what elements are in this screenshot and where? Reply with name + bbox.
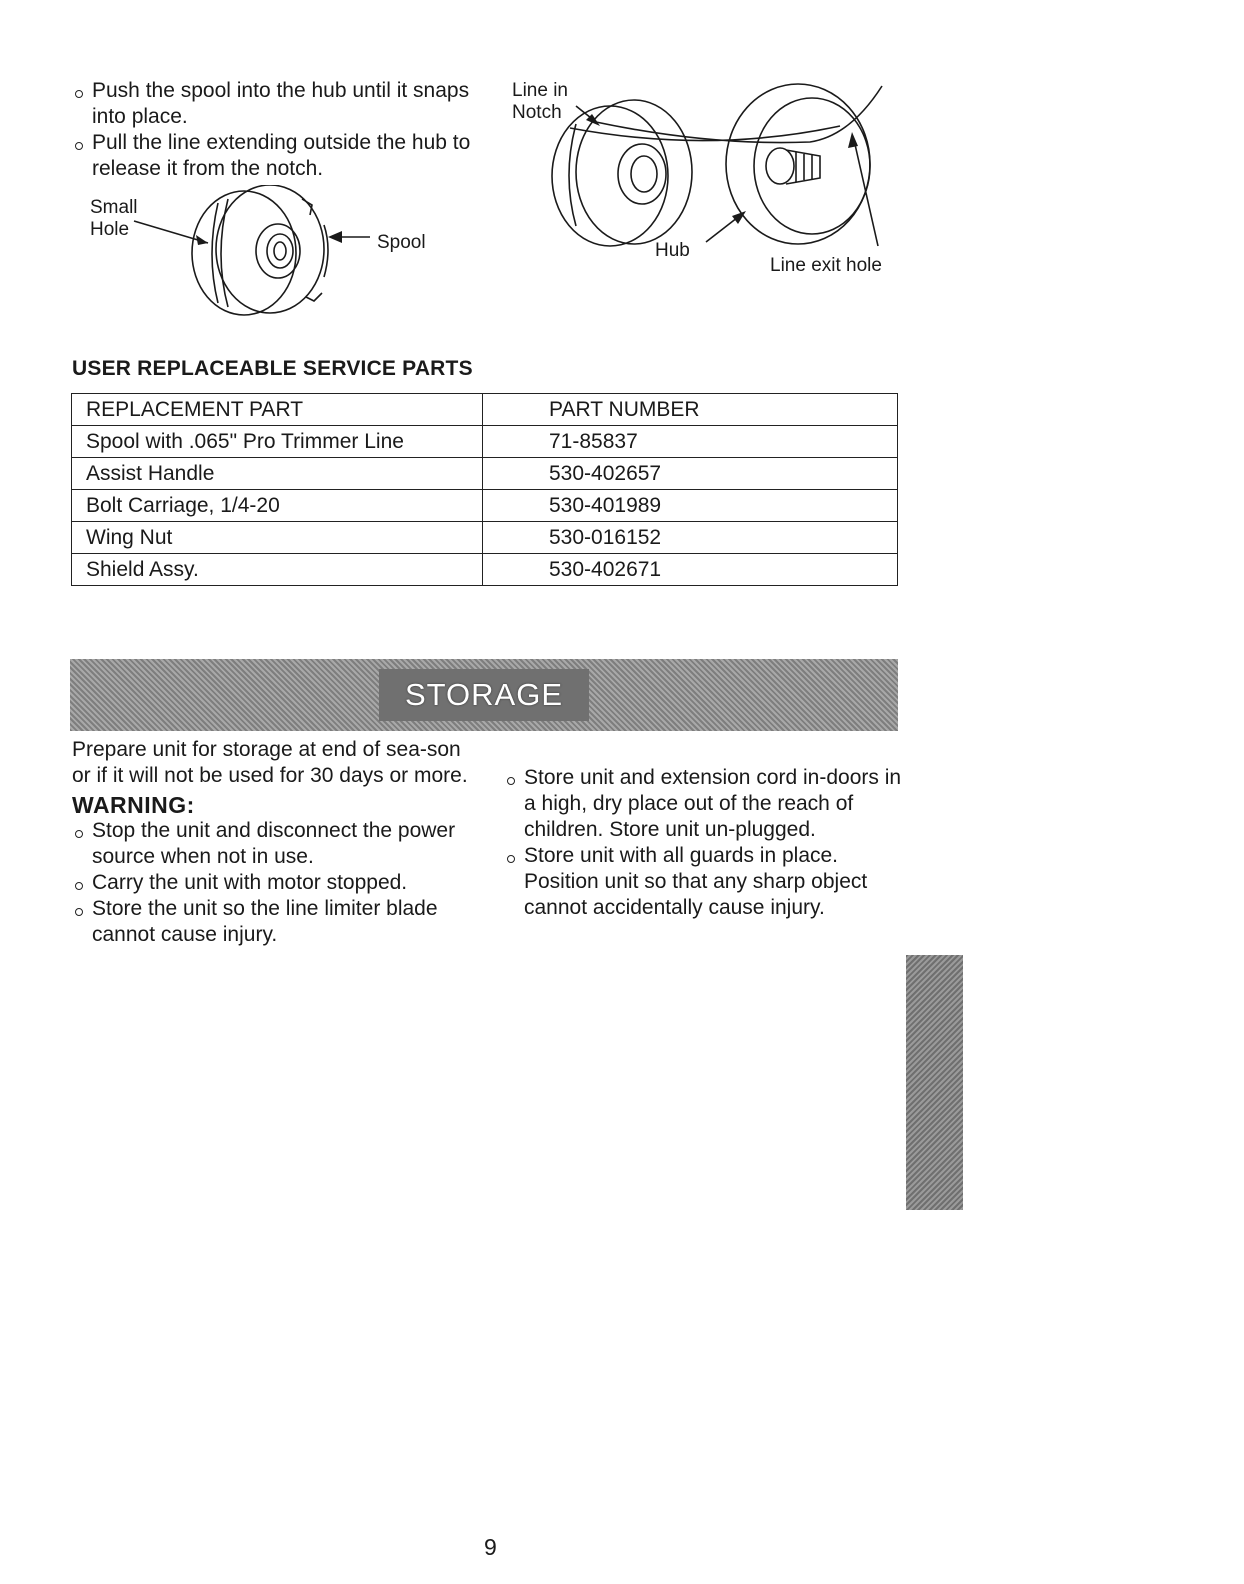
storage-right-column (504, 765, 904, 921)
intro-instructions (72, 78, 472, 182)
section-edge-tab (906, 955, 963, 1210)
part-name: Wing Nut (72, 522, 483, 554)
table-row (72, 458, 898, 490)
storage-item: Store unit with all guards in place. Position unit so that any sharp object cannot accidentally cause injury. (504, 843, 904, 921)
part-name: Assist Handle (72, 458, 483, 490)
part-name: Shield Assy. (72, 554, 483, 586)
warning-item: Store the unit so the line limiter blade cannot cause injury. (72, 896, 472, 948)
storage-item: Store unit and extension cord in-doors in a high, dry place out of the reach of children. Store unit un-plugged. (504, 765, 904, 843)
table-row (72, 490, 898, 522)
parts-section-title: USER REPLACEABLE SERVICE PARTS (72, 357, 473, 380)
part-name: Spool with .065" Pro Trimmer Line (72, 426, 483, 458)
service-parts-table (71, 393, 898, 586)
instruction-push-spool: Push the spool into the hub until it snaps into place. (72, 78, 472, 130)
storage-banner (70, 659, 898, 731)
instruction-pull-line: Pull the line extending outside the hub to release it from the notch. (72, 130, 472, 182)
label-spool: Spool (377, 232, 426, 253)
part-number: 530-401989 (483, 490, 898, 522)
storage-intro: Prepare unit for storage at end of sea-son or if it will not be used for 30 days or more. (72, 738, 468, 787)
warning-item: Stop the unit and disconnect the power source when not in use. (72, 818, 472, 870)
spool-figure (86, 185, 466, 325)
part-name: Bolt Carriage, 1/4-20 (72, 490, 483, 522)
table-row (72, 554, 898, 586)
table-row (72, 522, 898, 554)
part-number: 71-85837 (483, 426, 898, 458)
storage-title: STORAGE (379, 669, 589, 721)
part-number: 530-016152 (483, 522, 898, 554)
part-number: 530-402657 (483, 458, 898, 490)
page-number: 9 (484, 1534, 497, 1560)
storage-left-column (72, 737, 472, 948)
label-line-exit-hole: Line exit hole (770, 255, 882, 276)
part-number: 530-402671 (483, 554, 898, 586)
spool-illustration (86, 185, 466, 325)
table-row (72, 426, 898, 458)
label-hub: Hub (655, 240, 690, 261)
table-header-row (72, 394, 898, 426)
label-line-in-notch: Line in Notch (512, 80, 568, 123)
label-small-hole: Small Hole (90, 197, 138, 240)
warning-item: Carry the unit with motor stopped. (72, 870, 472, 896)
header-part-number: PART NUMBER (483, 394, 898, 426)
header-replacement-part: REPLACEMENT PART (72, 394, 483, 426)
warning-list (72, 818, 472, 948)
warning-title: WARNING: (72, 792, 195, 818)
